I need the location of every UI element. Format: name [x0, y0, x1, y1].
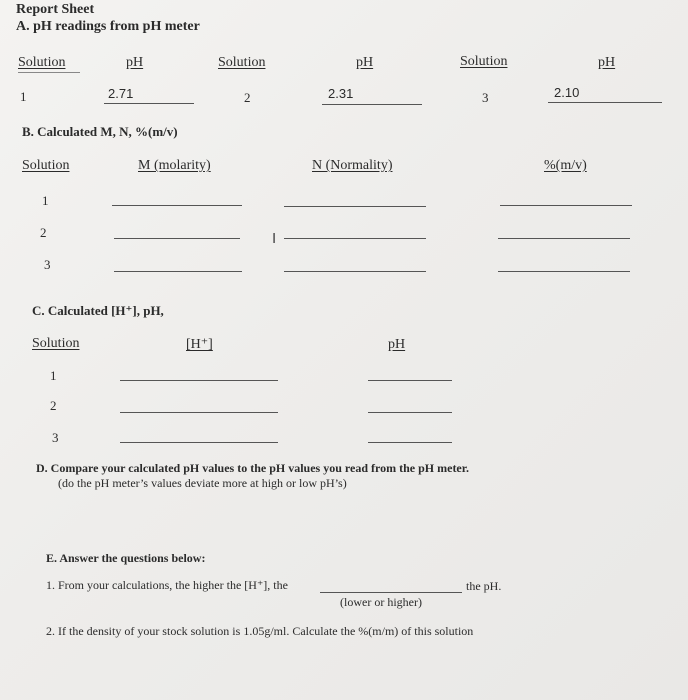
a-col-ph-1: pH — [126, 55, 144, 70]
c-row3-h-line — [120, 442, 278, 443]
e-q1-hint: (lower or higher) — [340, 595, 422, 609]
a-row2-solution: 2 — [244, 90, 251, 105]
a-row3-ph-line — [548, 102, 662, 103]
c-row1-h-line — [120, 380, 278, 381]
b-col-solution: Solution — [22, 158, 70, 173]
section-b-title: B. Calculated M, N, %(m/v) — [22, 124, 178, 139]
c-row3-ph-line — [368, 442, 452, 443]
section-e-title: E. Answer the questions below: — [46, 551, 206, 565]
a-row1-ph-line — [104, 103, 194, 104]
section-d-line2: (do the pH meter’s values deviate more at high or low pH’s) — [58, 476, 347, 490]
text-cursor-icon: I — [272, 230, 277, 247]
b-col-percent: %(m/v) — [544, 158, 587, 173]
b-row1-n-line — [284, 206, 426, 207]
e-q1-answer-line — [320, 592, 462, 593]
section-a-title: A. pH readings from pH meter — [16, 19, 200, 34]
a-col-solution-2: Solution — [218, 55, 266, 70]
report-title: Report Sheet — [16, 2, 95, 17]
a-col-ph-2: pH — [356, 55, 374, 70]
section-c-title: C. Calculated [H⁺], pH, — [32, 303, 164, 318]
c-row1-solution: 1 — [50, 368, 57, 383]
e-q1-after: the pH. — [466, 579, 502, 593]
c-col-ph: pH — [388, 337, 406, 352]
section-d-line1: D. Compare your calculated pH values to the pH values you read from the pH meter. — [36, 461, 469, 475]
a-row1-solution: 1 — [20, 89, 27, 104]
c-row2-h-line — [120, 412, 278, 413]
b-col-normality: N (Normality) — [312, 158, 393, 173]
a-row2-ph: 2.31 — [328, 86, 354, 101]
a-col-ph-3: pH — [598, 55, 616, 70]
a-row1-ph: 2.71 — [108, 86, 134, 101]
b-col-molarity: M (molarity) — [138, 158, 211, 173]
b-row3-m-line — [114, 271, 242, 272]
a-solution-underline — [18, 72, 80, 73]
e-q2-text: 2. If the density of your stock solution is 1.05g/ml. Calculate the %(m/m) of this solution — [46, 624, 474, 638]
c-row1-ph-line — [368, 380, 452, 381]
a-row3-solution: 3 — [482, 90, 489, 105]
b-row3-p-line — [498, 271, 630, 272]
b-row1-p-line — [500, 205, 632, 206]
a-col-solution-1: Solution — [18, 55, 66, 70]
b-row2-solution: 2 — [40, 225, 47, 240]
a-row2-ph-line — [322, 104, 422, 105]
e-q1-text: 1. From your calculations, the higher the [H⁺], the — [46, 578, 288, 592]
c-col-solution: Solution — [32, 336, 80, 351]
b-row3-n-line — [284, 271, 426, 272]
b-row2-m-line — [114, 238, 240, 239]
c-col-h: [H⁺] — [186, 337, 213, 352]
c-row3-solution: 3 — [52, 430, 59, 445]
c-row2-solution: 2 — [50, 398, 57, 413]
c-row2-ph-line — [368, 412, 452, 413]
a-row3-ph: 2.10 — [554, 85, 580, 100]
b-row2-p-line — [498, 238, 630, 239]
b-row1-solution: 1 — [42, 193, 49, 208]
a-col-solution-3: Solution — [460, 54, 508, 69]
b-row3-solution: 3 — [44, 257, 51, 272]
b-row2-n-line — [284, 238, 426, 239]
b-row1-m-line — [112, 205, 242, 206]
